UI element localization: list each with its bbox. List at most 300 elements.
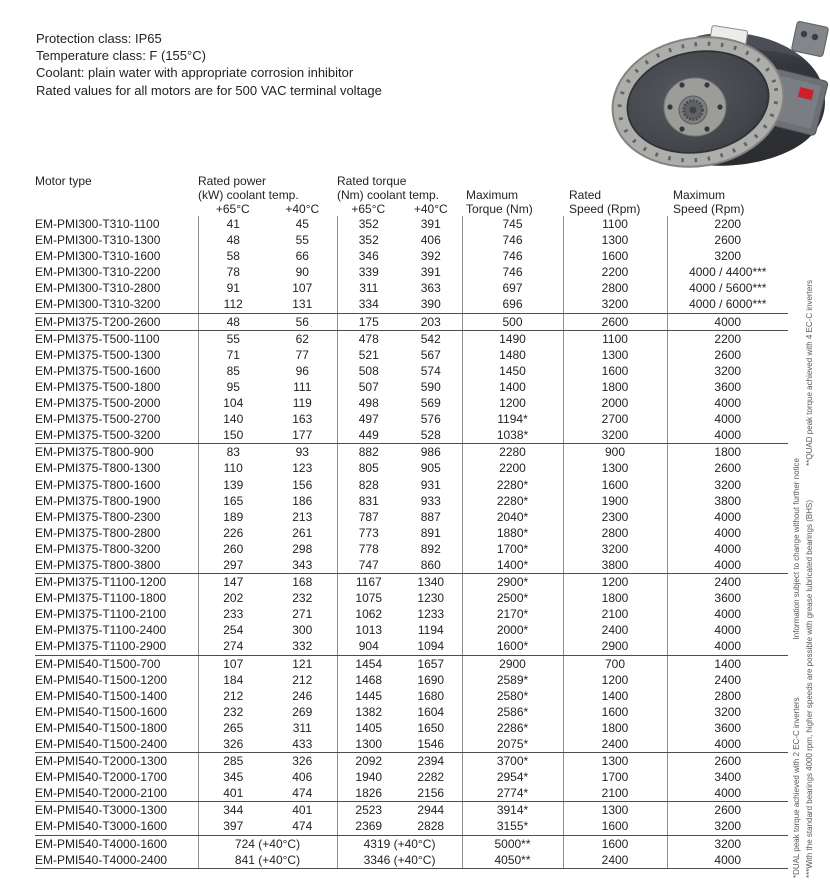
cell-motor-type: EM-PMI540-T1500-1600 xyxy=(35,704,168,719)
cell-torque-40: 1233 xyxy=(417,607,445,622)
cell-max-speed: 4000 xyxy=(667,525,788,541)
cell-max-torque: 1194* xyxy=(462,411,563,427)
cell-torque-40: 860 xyxy=(400,557,462,574)
table-row xyxy=(35,313,788,330)
cell-torque-65: 2369 xyxy=(337,818,400,835)
cell-power-65: 55 xyxy=(198,330,268,347)
cell-power-65: 344 xyxy=(198,802,268,819)
spec-summary xyxy=(36,30,382,99)
cell-motor-type: EM-PMI540-T1500-1200 xyxy=(35,672,168,687)
cell-motor-type: EM-PMI375-T500-2700 xyxy=(35,412,161,427)
cell-torque-40: 1094 xyxy=(400,638,462,655)
cell-rated-speed: 3800 xyxy=(563,557,667,574)
cell-motor-type: EM-PMI375-T1100-2900 xyxy=(35,638,198,655)
cell-torque-40: 931 xyxy=(420,477,441,492)
cell-power-65: 48 xyxy=(198,232,268,248)
cell-max-speed: 2600 xyxy=(667,232,788,248)
cell-max-speed: 2600 xyxy=(667,347,788,363)
cell-torque-65: 828 xyxy=(337,477,400,493)
cell-power-65: 226 xyxy=(198,525,268,541)
cell-torque-65: 747 xyxy=(337,557,400,574)
cell-power-65: 212 xyxy=(198,688,268,704)
cell-power-40: 45 xyxy=(295,217,309,231)
table-row xyxy=(35,835,788,852)
cell-torque-40: 933 xyxy=(420,493,441,508)
footnote-subject-to-change: Information subject to change without further notice xyxy=(792,458,801,640)
cell-torque-65: 1382 xyxy=(337,704,400,720)
spec-line-rated-values: Rated values for all motors are for 500 VAC terminal voltage xyxy=(36,82,382,98)
cell-max-torque: 2954* xyxy=(462,769,563,785)
cell-torque-40: 576 xyxy=(420,412,441,427)
cell-rated-speed: 2700 xyxy=(563,411,667,427)
table-row xyxy=(35,606,788,622)
cell-torque-40: 567 xyxy=(420,347,441,362)
cell-torque-40: 203 xyxy=(400,313,462,330)
cell-torque-40: 2828 xyxy=(400,818,462,835)
cell-power-65: 345 xyxy=(198,769,268,785)
cell-power-40: 474 xyxy=(268,785,337,802)
cell-power-40: 343 xyxy=(268,557,337,574)
cell-max-torque: 2280* xyxy=(462,477,563,493)
cell-power-65: 147 xyxy=(198,574,268,591)
cell-torque-65: 311 xyxy=(337,280,400,296)
table-row xyxy=(35,622,788,638)
cell-max-speed: 4000 xyxy=(667,411,788,427)
table-row xyxy=(35,525,788,541)
table-row xyxy=(35,509,788,525)
cell-torque-40: 1690 xyxy=(417,672,445,687)
cell-power-65: 83 xyxy=(198,444,268,461)
cell-power-65: 107 xyxy=(198,655,268,672)
col-header-rated-power: Rated power (kW) coolant temp. +65°C +40°C xyxy=(198,174,337,216)
cell-power-40: 212 xyxy=(292,672,313,687)
spec-line-temperature-class: Temperature class: F (155°C) xyxy=(36,48,206,64)
cell-torque-65: 497 xyxy=(337,411,400,427)
cell-max-torque: 1450 xyxy=(462,363,563,379)
cell-motor-type: EM-PMI375-T800-900 xyxy=(35,445,154,460)
cell-rated-speed: 1800 xyxy=(563,590,667,606)
cell-motor-type: EM-PMI300-T310-2200 xyxy=(35,265,161,280)
cell-power-40: 62 xyxy=(295,331,309,346)
cell-power-65: 326 xyxy=(198,736,268,753)
table-header-row xyxy=(35,174,788,216)
cell-power-40: 156 xyxy=(292,477,313,492)
cell-power-40: 246 xyxy=(292,688,313,703)
cell-torque-65: 352 xyxy=(337,216,400,232)
cell-torque-65: 1013 xyxy=(337,622,400,638)
table-row xyxy=(35,802,788,819)
footnote-dual-peak-torque: *DUAL peak torque achieved with 2 EC-C inverters xyxy=(792,697,801,878)
cell-motor-type: EM-PMI540-T4000-2400 xyxy=(35,852,198,869)
cell-torque-65: 1300 xyxy=(337,736,400,753)
cell-max-speed: 3200 xyxy=(667,477,788,493)
cell-power-40: 269 xyxy=(292,704,313,719)
cell-max-speed: 4000 xyxy=(667,638,788,655)
spec-line-protection-class: Protection class: IP65 xyxy=(36,31,162,46)
cell-torque-40: 392 xyxy=(420,249,441,264)
cell-power-65: 110 xyxy=(198,460,268,476)
cell-torque-65: 1167 xyxy=(337,574,400,591)
cell-motor-type: EM-PMI375-T500-3200 xyxy=(35,427,198,444)
cell-rated-speed: 1300 xyxy=(563,753,667,770)
cell-max-speed: 4000 / 6000*** xyxy=(667,296,788,313)
cell-max-torque: 746 xyxy=(462,264,563,280)
cell-max-torque: 2586* xyxy=(462,704,563,720)
col-header-power-40: +40°C xyxy=(285,202,320,216)
cell-max-torque: 2286* xyxy=(462,720,563,736)
cell-max-torque: 3700* xyxy=(462,753,563,770)
cell-motor-type: EM-PMI375-T800-3800 xyxy=(35,557,198,574)
cell-power-65: 202 xyxy=(198,590,268,606)
cell-motor-type: EM-PMI375-T500-1600 xyxy=(35,363,161,378)
cell-power-65: 265 xyxy=(198,720,268,736)
cell-max-speed: 1400 xyxy=(667,655,788,672)
cell-rated-speed: 1700 xyxy=(563,769,667,785)
cell-torque-40: 406 xyxy=(420,233,441,248)
cell-power-65: 274 xyxy=(198,638,268,655)
cell-torque-65: 508 xyxy=(337,363,400,379)
cell-power-40: 474 xyxy=(268,818,337,835)
cell-power-40: 163 xyxy=(292,412,313,427)
cell-max-torque: 3914* xyxy=(462,802,563,819)
cell-torque-65: 773 xyxy=(337,525,400,541)
cell-torque-65: 449 xyxy=(337,427,400,444)
col-header-power-65: +65°C xyxy=(215,202,250,216)
cell-power-65: 165 xyxy=(198,493,268,509)
cell-motor-type: EM-PMI375-T800-2800 xyxy=(35,525,161,540)
cell-power-65: 184 xyxy=(198,672,268,688)
cell-power-65: 95 xyxy=(198,379,268,395)
table-row xyxy=(35,411,788,427)
cell-rated-speed: 3200 xyxy=(563,296,667,313)
cell-max-torque: 1400 xyxy=(462,379,563,395)
cell-max-torque: 697 xyxy=(462,280,563,296)
footnote-column-inner xyxy=(792,458,801,878)
cell-power-65: 254 xyxy=(198,622,268,638)
table-row xyxy=(35,477,788,493)
cell-max-speed: 4000 xyxy=(667,509,788,525)
cell-power-65: 139 xyxy=(198,477,268,493)
cell-torque-40: 542 xyxy=(420,331,441,346)
cell-power-40: 298 xyxy=(292,541,313,556)
cell-rated-speed: 2100 xyxy=(563,785,667,802)
cell-power-40: 406 xyxy=(292,770,313,785)
cell-power-40: 271 xyxy=(292,607,313,622)
table-row xyxy=(35,720,788,736)
cell-torque-40: 1230 xyxy=(417,591,445,606)
cell-power-65: 104 xyxy=(198,395,268,411)
cell-torque-40: 1340 xyxy=(417,575,445,590)
cell-power-40: 213 xyxy=(292,509,313,524)
cell-max-speed: 3600 xyxy=(667,720,788,736)
cell-motor-type: EM-PMI540-T3000-1600 xyxy=(35,818,198,835)
cell-torque-65: 787 xyxy=(337,509,400,525)
cell-max-torque: 3155* xyxy=(462,818,563,835)
cell-max-speed: 4000 xyxy=(667,785,788,802)
cell-rated-speed: 1300 xyxy=(563,802,667,819)
cell-max-speed: 3800 xyxy=(667,493,788,509)
cell-max-torque: 2170* xyxy=(462,606,563,622)
cell-power-40: 311 xyxy=(292,720,312,735)
cell-torque-40: 528 xyxy=(400,427,462,444)
cell-max-torque: 1600* xyxy=(462,638,563,655)
cell-max-speed: 3200 xyxy=(667,818,788,835)
cell-torque-40: 2394 xyxy=(417,754,445,769)
cell-torque-65: 1075 xyxy=(337,590,400,606)
cell-motor-type: EM-PMI540-T2000-1700 xyxy=(35,770,168,785)
cell-max-speed: 2600 xyxy=(667,802,788,819)
cell-torque-40: 1680 xyxy=(417,688,445,703)
cell-power-40: 232 xyxy=(292,591,313,606)
cell-power-65: 150 xyxy=(198,427,268,444)
cell-rated-speed: 1300 xyxy=(563,347,667,363)
cell-power-40: 131 xyxy=(268,296,337,313)
cell-power-65: 260 xyxy=(198,541,268,557)
cell-torque-65: 507 xyxy=(337,379,400,395)
cell-torque-65: 831 xyxy=(337,493,400,509)
cell-torque-40: 905 xyxy=(420,461,441,476)
cell-motor-type: EM-PMI540-T2000-2100 xyxy=(35,785,198,802)
cell-rated-speed: 1900 xyxy=(563,493,667,509)
cell-max-speed: 2400 xyxy=(667,574,788,591)
cell-max-torque: 1880* xyxy=(462,525,563,541)
cell-max-torque: 1480 xyxy=(462,347,563,363)
cell-motor-type: EM-PMI375-T500-1800 xyxy=(35,379,161,394)
cell-power-40: 300 xyxy=(292,623,313,638)
cell-rated-speed: 1100 xyxy=(563,330,667,347)
cell-max-speed: 3400 xyxy=(667,769,788,785)
cell-torque-65: 805 xyxy=(337,460,400,476)
cell-max-torque: 745 xyxy=(462,216,563,232)
table-row xyxy=(35,557,788,574)
cell-torque-65: 904 xyxy=(337,638,400,655)
cell-power-40: 261 xyxy=(292,525,313,540)
cell-motor-type: EM-PMI375-T1100-1800 xyxy=(35,591,167,606)
table-row xyxy=(35,444,788,461)
cell-torque-65: 1940 xyxy=(337,769,400,785)
cell-rated-speed: 2400 xyxy=(563,852,667,869)
cell-power-65: 78 xyxy=(198,264,268,280)
cell-rated-speed: 1800 xyxy=(563,379,667,395)
cell-rated-speed: 2400 xyxy=(563,622,667,638)
spec-table-container xyxy=(35,174,788,869)
cell-torque-40: 391 xyxy=(420,265,441,280)
cell-max-torque: 4050** xyxy=(462,852,563,869)
cell-torque-65: 352 xyxy=(337,232,400,248)
cell-power-40: 93 xyxy=(295,445,309,460)
cell-power-65: 85 xyxy=(198,363,268,379)
cell-power-40: 90 xyxy=(295,265,309,280)
cell-rated-speed: 1300 xyxy=(563,232,667,248)
cell-torque-65: 334 xyxy=(337,296,400,313)
cell-power-65: 41 xyxy=(198,216,268,232)
cell-torque-40: 887 xyxy=(420,509,441,524)
cell-max-speed: 2400 xyxy=(667,672,788,688)
cell-max-torque: 2580* xyxy=(462,688,563,704)
cell-motor-type: EM-PMI540-T3000-1300 xyxy=(35,803,168,818)
cell-torque-65: 2523 xyxy=(337,802,400,819)
cell-motor-type: EM-PMI375-T800-1900 xyxy=(35,493,161,508)
cell-motor-type: EM-PMI300-T310-1100 xyxy=(35,217,160,231)
cell-torque-65: 1445 xyxy=(337,688,400,704)
col-header-max-speed: Maximum Speed (Rpm) xyxy=(673,188,745,216)
table-row xyxy=(35,785,788,802)
table-row xyxy=(35,688,788,704)
table-row xyxy=(35,638,788,655)
cell-motor-type: EM-PMI375-T200-2600 xyxy=(35,313,198,330)
cell-motor-type: EM-PMI540-T1500-700 xyxy=(35,656,161,671)
cell-torque-40: 390 xyxy=(400,296,462,313)
cell-rated-speed: 3200 xyxy=(563,541,667,557)
cell-rated-speed: 2900 xyxy=(563,638,667,655)
cell-max-speed: 4000 xyxy=(667,852,788,869)
cell-rated-speed: 700 xyxy=(563,655,667,672)
cell-rated-speed: 2800 xyxy=(563,280,667,296)
col-header-max-torque: Maximum Torque (Nm) xyxy=(466,188,533,216)
table-row xyxy=(35,672,788,688)
table-row xyxy=(35,541,788,557)
cell-max-speed: 3200 xyxy=(667,248,788,264)
cell-torque-40: 1546 xyxy=(400,736,462,753)
cell-rated-speed: 1600 xyxy=(563,248,667,264)
table-row xyxy=(35,347,788,363)
cell-power-40: 77 xyxy=(295,347,309,362)
cell-max-speed: 4000 xyxy=(667,736,788,753)
cell-motor-type: EM-PMI540-T4000-1600 xyxy=(35,836,168,851)
cell-rated-speed: 2600 xyxy=(563,313,667,330)
cell-rated-speed: 900 xyxy=(563,444,667,461)
cell-max-torque: 2040* xyxy=(462,509,563,525)
table-row xyxy=(35,330,788,347)
cell-max-torque: 2200 xyxy=(462,460,563,476)
cell-motor-type: EM-PMI540-T1500-2400 xyxy=(35,736,198,753)
cell-rated-speed: 1400 xyxy=(563,688,667,704)
cell-rated-power-merged: 841 (+40°C) xyxy=(198,852,337,869)
cell-rated-speed: 1200 xyxy=(563,672,667,688)
cell-power-40: 123 xyxy=(292,461,313,476)
cell-max-speed: 4000 xyxy=(667,541,788,557)
cell-max-speed: 2600 xyxy=(667,460,788,476)
cell-power-65: 397 xyxy=(198,818,268,835)
table-row xyxy=(35,216,788,232)
cell-power-65: 58 xyxy=(198,248,268,264)
cell-torque-65: 498 xyxy=(337,395,400,411)
cell-rated-speed: 1800 xyxy=(563,720,667,736)
cell-max-torque: 2280 xyxy=(462,444,563,461)
cell-max-speed: 4000 / 5600*** xyxy=(667,280,788,296)
cell-power-40: 186 xyxy=(292,493,313,508)
footnote-quad-peak-torque: **QUAD peak torque achieved with 4 EC-C inverters xyxy=(805,280,814,466)
table-row xyxy=(35,574,788,591)
cell-torque-65: 1468 xyxy=(337,672,400,688)
table-row xyxy=(35,280,788,296)
cell-torque-40: 590 xyxy=(420,379,441,394)
table-row xyxy=(35,704,788,720)
cell-max-speed: 2200 xyxy=(667,216,788,232)
col-header-motor-type: Motor type xyxy=(35,174,92,188)
cell-torque-40: 1650 xyxy=(417,720,445,735)
cell-max-speed: 4000 xyxy=(667,622,788,638)
cell-power-40: 55 xyxy=(295,233,309,248)
cell-power-40: 107 xyxy=(292,281,313,296)
cell-motor-type: EM-PMI375-T800-1300 xyxy=(35,461,161,476)
table-row xyxy=(35,655,788,672)
col-header-rated-speed: Rated Speed (Rpm) xyxy=(569,188,641,216)
cell-power-40: 121 xyxy=(292,656,313,671)
cell-torque-40: 1657 xyxy=(417,656,445,671)
cell-torque-40: 986 xyxy=(420,445,441,460)
cell-max-torque: 1490 xyxy=(462,330,563,347)
cell-rated-speed: 1600 xyxy=(563,477,667,493)
cell-max-speed: 3600 xyxy=(667,590,788,606)
table-row xyxy=(35,395,788,411)
cell-rated-speed: 2300 xyxy=(563,509,667,525)
cell-max-speed: 4000 xyxy=(667,427,788,444)
cell-torque-65: 1454 xyxy=(337,655,400,672)
cell-power-65: 189 xyxy=(198,509,268,525)
col-header-torque-40: +40°C xyxy=(413,202,448,216)
cell-max-speed: 3200 xyxy=(667,363,788,379)
footnote-standard-bearings: ***With the standard bearings 4000 rpm, higher speeds are possible with grease lubricated bearings (BHS) xyxy=(805,500,814,878)
cell-torque-40: 569 xyxy=(420,396,441,411)
cell-motor-type: EM-PMI375-T500-2000 xyxy=(35,396,161,411)
cell-max-speed: 2200 xyxy=(667,330,788,347)
cell-motor-type: EM-PMI375-T800-1600 xyxy=(35,477,161,492)
cell-motor-type: EM-PMI375-T800-2300 xyxy=(35,509,161,524)
cell-torque-65: 175 xyxy=(337,313,400,330)
cell-power-65: 401 xyxy=(198,785,268,802)
cell-max-speed: 4000 xyxy=(667,557,788,574)
cell-torque-40: 1194 xyxy=(417,623,444,638)
cell-rated-speed: 2200 xyxy=(563,264,667,280)
cell-motor-type: EM-PMI300-T310-1600 xyxy=(35,249,161,264)
cell-rated-speed: 2100 xyxy=(563,606,667,622)
cell-max-torque: 2280* xyxy=(462,493,563,509)
cell-motor-type: EM-PMI540-T1500-1400 xyxy=(35,688,168,703)
cell-max-torque: 1400* xyxy=(462,557,563,574)
cell-power-40: 326 xyxy=(292,754,313,769)
cell-max-torque: 500 xyxy=(462,313,563,330)
cell-power-40: 433 xyxy=(268,736,337,753)
cell-power-65: 71 xyxy=(198,347,268,363)
cell-max-torque: 2900* xyxy=(462,574,563,591)
cell-torque-65: 1826 xyxy=(337,785,400,802)
cell-max-torque: 696 xyxy=(462,296,563,313)
cell-power-40: 96 xyxy=(295,363,309,378)
cell-torque-65: 1062 xyxy=(337,606,400,622)
cell-motor-type: EM-PMI300-T310-1300 xyxy=(35,233,161,248)
cell-torque-40: 574 xyxy=(420,363,441,378)
cell-rated-speed: 2400 xyxy=(563,736,667,753)
table-row xyxy=(35,852,788,869)
cell-torque-40: 391 xyxy=(420,217,441,231)
cell-motor-type: EM-PMI300-T310-3200 xyxy=(35,296,198,313)
cell-max-torque: 2900 xyxy=(462,655,563,672)
cell-power-40: 177 xyxy=(268,427,337,444)
cell-torque-40: 2282 xyxy=(417,770,445,785)
motor-photo xyxy=(598,8,830,170)
col-header-rated-torque: Rated torque (Nm) coolant temp. +65°C +40°C xyxy=(337,174,462,216)
cell-rated-speed: 2800 xyxy=(563,525,667,541)
cell-torque-40: 2156 xyxy=(400,785,462,802)
cell-max-torque: 2000* xyxy=(462,622,563,638)
cell-torque-65: 778 xyxy=(337,541,400,557)
table-row xyxy=(35,736,788,753)
cell-power-40: 401 xyxy=(292,803,313,818)
cell-motor-type: EM-PMI540-T2000-1300 xyxy=(35,754,168,769)
cell-max-torque: 2589* xyxy=(462,672,563,688)
cell-rated-speed: 1200 xyxy=(563,574,667,591)
